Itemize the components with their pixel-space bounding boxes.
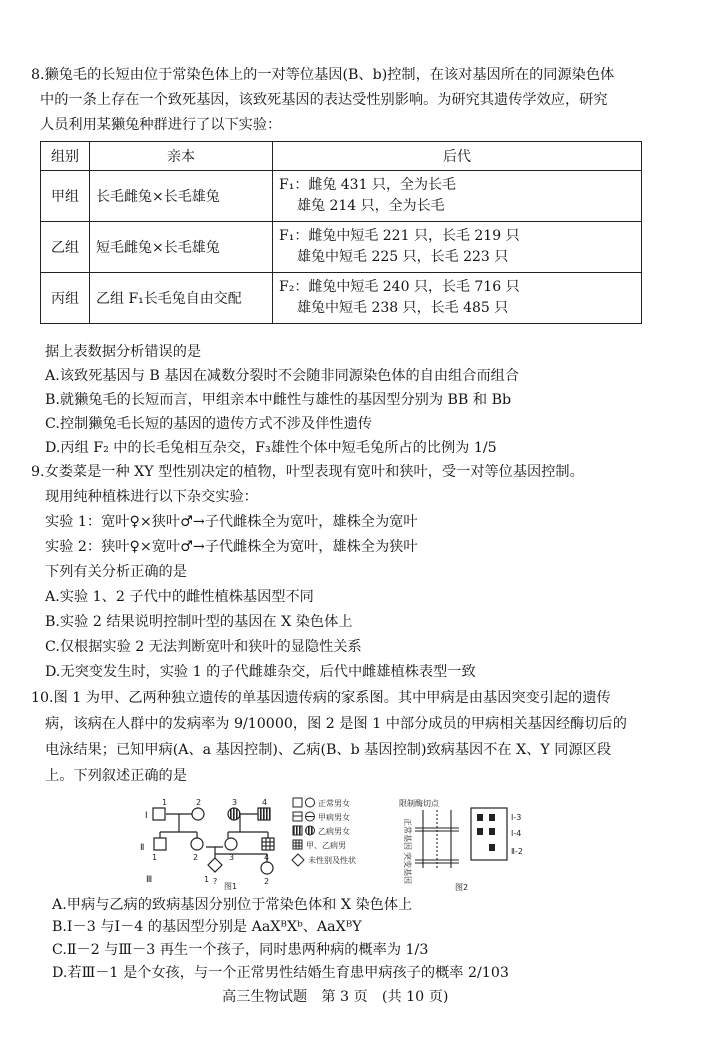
q9-line-4: 实验 2：狭叶♀×宽叶♂→子代雌株全为宽叶，雄株全为狭叶 bbox=[45, 539, 418, 555]
q9-stem: 下列有关分析正确的是 bbox=[45, 564, 187, 580]
gel-band bbox=[489, 844, 495, 851]
pedigree-number: 2 bbox=[193, 853, 199, 862]
offspring-line: 雄兔中短毛 225 只，长毛 223 只 bbox=[297, 249, 509, 265]
pedigree-number: 3 bbox=[232, 798, 238, 807]
pedigree-female-affected-a bbox=[261, 862, 273, 874]
gel-band bbox=[489, 828, 495, 835]
offspring-line: 雄兔 214 只，全为长毛 bbox=[297, 198, 445, 214]
pedigree-male-affected-b bbox=[258, 808, 270, 820]
table-row bbox=[41, 171, 642, 222]
pedigree-male-affected-ab bbox=[262, 838, 274, 850]
table-cell-group: 甲组 bbox=[41, 171, 90, 222]
q9-option-d: D.无突变发生时，实验 1 的子代雌雄杂交，后代中雌雄植株表型一致 bbox=[45, 664, 476, 680]
pedigree-male bbox=[154, 838, 166, 850]
pedigree-number: ? bbox=[213, 877, 218, 886]
table-row bbox=[41, 273, 642, 324]
figure-caption: 图1 bbox=[224, 882, 238, 891]
table-header-offspring: 后代 bbox=[273, 142, 642, 171]
q9-option-c: C.仅根据实验 2 无法判断宽叶和狭叶的显隐性关系 bbox=[45, 639, 362, 655]
table-cell-parents: 短毛雌兔×长毛雄兔 bbox=[90, 222, 273, 273]
pedigree-number: 4 bbox=[264, 853, 270, 862]
pedigree-number: 4 bbox=[262, 798, 268, 807]
table-cell-offspring bbox=[273, 273, 642, 324]
offspring-line: F₁：雌兔 431 只，全为长毛 bbox=[279, 177, 456, 193]
q8-stem: 据上表数据分析错误的是 bbox=[45, 344, 202, 360]
q9-line-3: 实验 1：宽叶♀×狭叶♂→子代雌株全为宽叶，雄株全为宽叶 bbox=[45, 514, 418, 530]
q10-line-3: 电泳结果；已知甲病(A、a 基因控制)、乙病(B、b 基因控制)致病基因不在 X、Y 同源区段 bbox=[45, 742, 612, 758]
lane-label: Ⅰ-4 bbox=[511, 829, 522, 838]
q9-line-1: 9.女娄菜是一种 XY 型性别决定的植物，叶型表现有宽叶和狭叶，受一对等位基因控制。 bbox=[31, 464, 584, 480]
pedigree-male bbox=[153, 808, 165, 820]
pedigree-female bbox=[225, 838, 237, 850]
table-cell-offspring bbox=[273, 171, 642, 222]
q10-option-c: C.Ⅱ－2 与Ⅲ－3 再生一个孩子，同时患两种病的概率为 1/3 bbox=[52, 942, 429, 958]
legend-label: 甲病男女 bbox=[318, 813, 350, 822]
q8-line-1: 8.獭兔毛的长短由位于常染色体上的一对等位基因(B、b)控制，在该对基因所在的同源染色体 bbox=[31, 67, 615, 83]
gel-band bbox=[477, 814, 483, 821]
lane-label: Ⅱ-2 bbox=[511, 847, 523, 856]
q8-table bbox=[40, 141, 642, 324]
q8-line-2: 中的一条上存在一个致死基因，该致死基因的表达受性别影响。为研究其遗传学效应，研究 bbox=[40, 92, 608, 108]
pedigree-female-affected-b bbox=[228, 808, 240, 820]
q10-line-4: 上。下列叙述正确的是 bbox=[45, 768, 187, 784]
q10-option-d: D.若Ⅲ－1 是个女孩，与一个正常男性结婚生育患甲病孩子的概率 2/103 bbox=[52, 965, 509, 981]
table-header-parents: 亲本 bbox=[90, 142, 273, 171]
restriction-site-label: 限制酶切点 bbox=[399, 799, 439, 808]
pedigree-number: 2 bbox=[264, 877, 270, 886]
offspring-line: F₂：雌兔中短毛 240 只，长毛 716 只 bbox=[279, 279, 520, 295]
pedigree-female bbox=[191, 838, 203, 850]
pedigree-number: 2 bbox=[196, 798, 202, 807]
pedigree-female bbox=[192, 808, 204, 820]
pedigree-number: 1 bbox=[152, 853, 158, 862]
gen-label: Ⅱ bbox=[140, 843, 145, 853]
legend-label: 未性别及性状 bbox=[308, 856, 356, 865]
mutant-gene-label: 突变基因 bbox=[403, 852, 412, 884]
legend-label: 正常男女 bbox=[318, 799, 350, 808]
q9-option-b: B.实验 2 结果说明控制叶型的基因在 X 染色体上 bbox=[45, 614, 353, 630]
table-header-group: 组别 bbox=[41, 142, 90, 171]
table-cell-group: 乙组 bbox=[41, 222, 90, 273]
q8-option-d: D.丙组 F₂ 中的长毛兔相互杂交，F₃雄性个体中短毛兔所占的比例为 1/5 bbox=[45, 440, 497, 456]
table-cell-parents: 乙组 F₁长毛兔自由交配 bbox=[90, 273, 273, 324]
table-row bbox=[41, 222, 642, 273]
figure-caption: 图2 bbox=[455, 883, 469, 892]
page-footer: 高三生物试题 第 3 页 (共 10 页) bbox=[222, 989, 449, 1005]
legend-label: 甲、乙病男 bbox=[306, 841, 346, 850]
gel-band bbox=[489, 814, 495, 821]
q9-option-a: A.实验 1、2 子代中的雌性植株基因型不同 bbox=[45, 589, 314, 605]
table-cell-offspring bbox=[273, 222, 642, 273]
gel-band bbox=[477, 828, 483, 835]
pedigree-number: 3 bbox=[229, 853, 235, 862]
lane-label: Ⅰ-3 bbox=[511, 813, 522, 822]
legend-label: 乙病男女 bbox=[318, 827, 350, 836]
gen-label: Ⅰ bbox=[145, 811, 148, 821]
offspring-line: F₁：雌兔中短毛 221 只，长毛 219 只 bbox=[279, 228, 520, 244]
q8-option-a: A.该致死基因与 B 基因在减数分裂时不会随非同源染色体的自由组合而组合 bbox=[45, 368, 520, 384]
q10-line-1: 10.图 1 为甲、乙两种独立遗传的单基因遗传病的家系图。其中甲病是由基因突变引起的遗传 bbox=[31, 690, 611, 706]
electrophoresis-figure bbox=[385, 796, 535, 896]
pedigree-number: 1 bbox=[162, 798, 168, 807]
normal-gene-label: 正常基因 bbox=[403, 818, 412, 850]
q10-option-b: B.Ⅰ－3 与Ⅰ－4 的基因型分别是 AaXᴮXᵇ、AaXᴮY bbox=[52, 919, 362, 935]
pedigree-unknown bbox=[208, 858, 222, 872]
table-cell-parents: 长毛雌兔×长毛雄兔 bbox=[90, 171, 273, 222]
table-cell-group: 丙组 bbox=[41, 273, 90, 324]
q9-line-2: 现用纯种植株进行以下杂交实验： bbox=[45, 489, 258, 505]
offspring-line: 雄兔中短毛 238 只，长毛 485 只 bbox=[297, 300, 509, 316]
gen-label: Ⅲ bbox=[146, 875, 153, 885]
q8-line-3: 人员利用某獭兔种群进行了以下实验： bbox=[40, 117, 282, 133]
q10-line-2: 病，该病在人群中的发病率为 9/10000，图 2 是图 1 中部分成员的甲病相关基因经酶切后的 bbox=[45, 716, 627, 732]
q8-option-c: C.控制獭兔毛长短的基因的遗传方式不涉及伴性遗传 bbox=[45, 416, 372, 432]
q8-option-b: B.就獭兔毛的长短而言，甲组亲本中雌性与雄性的基因型分别为 BB 和 Bb bbox=[45, 392, 512, 408]
pedigree-number: 1 bbox=[204, 875, 210, 884]
q10-option-a: A.甲病与乙病的致病基因分别位于常染色体和 X 染色体上 bbox=[52, 897, 413, 913]
